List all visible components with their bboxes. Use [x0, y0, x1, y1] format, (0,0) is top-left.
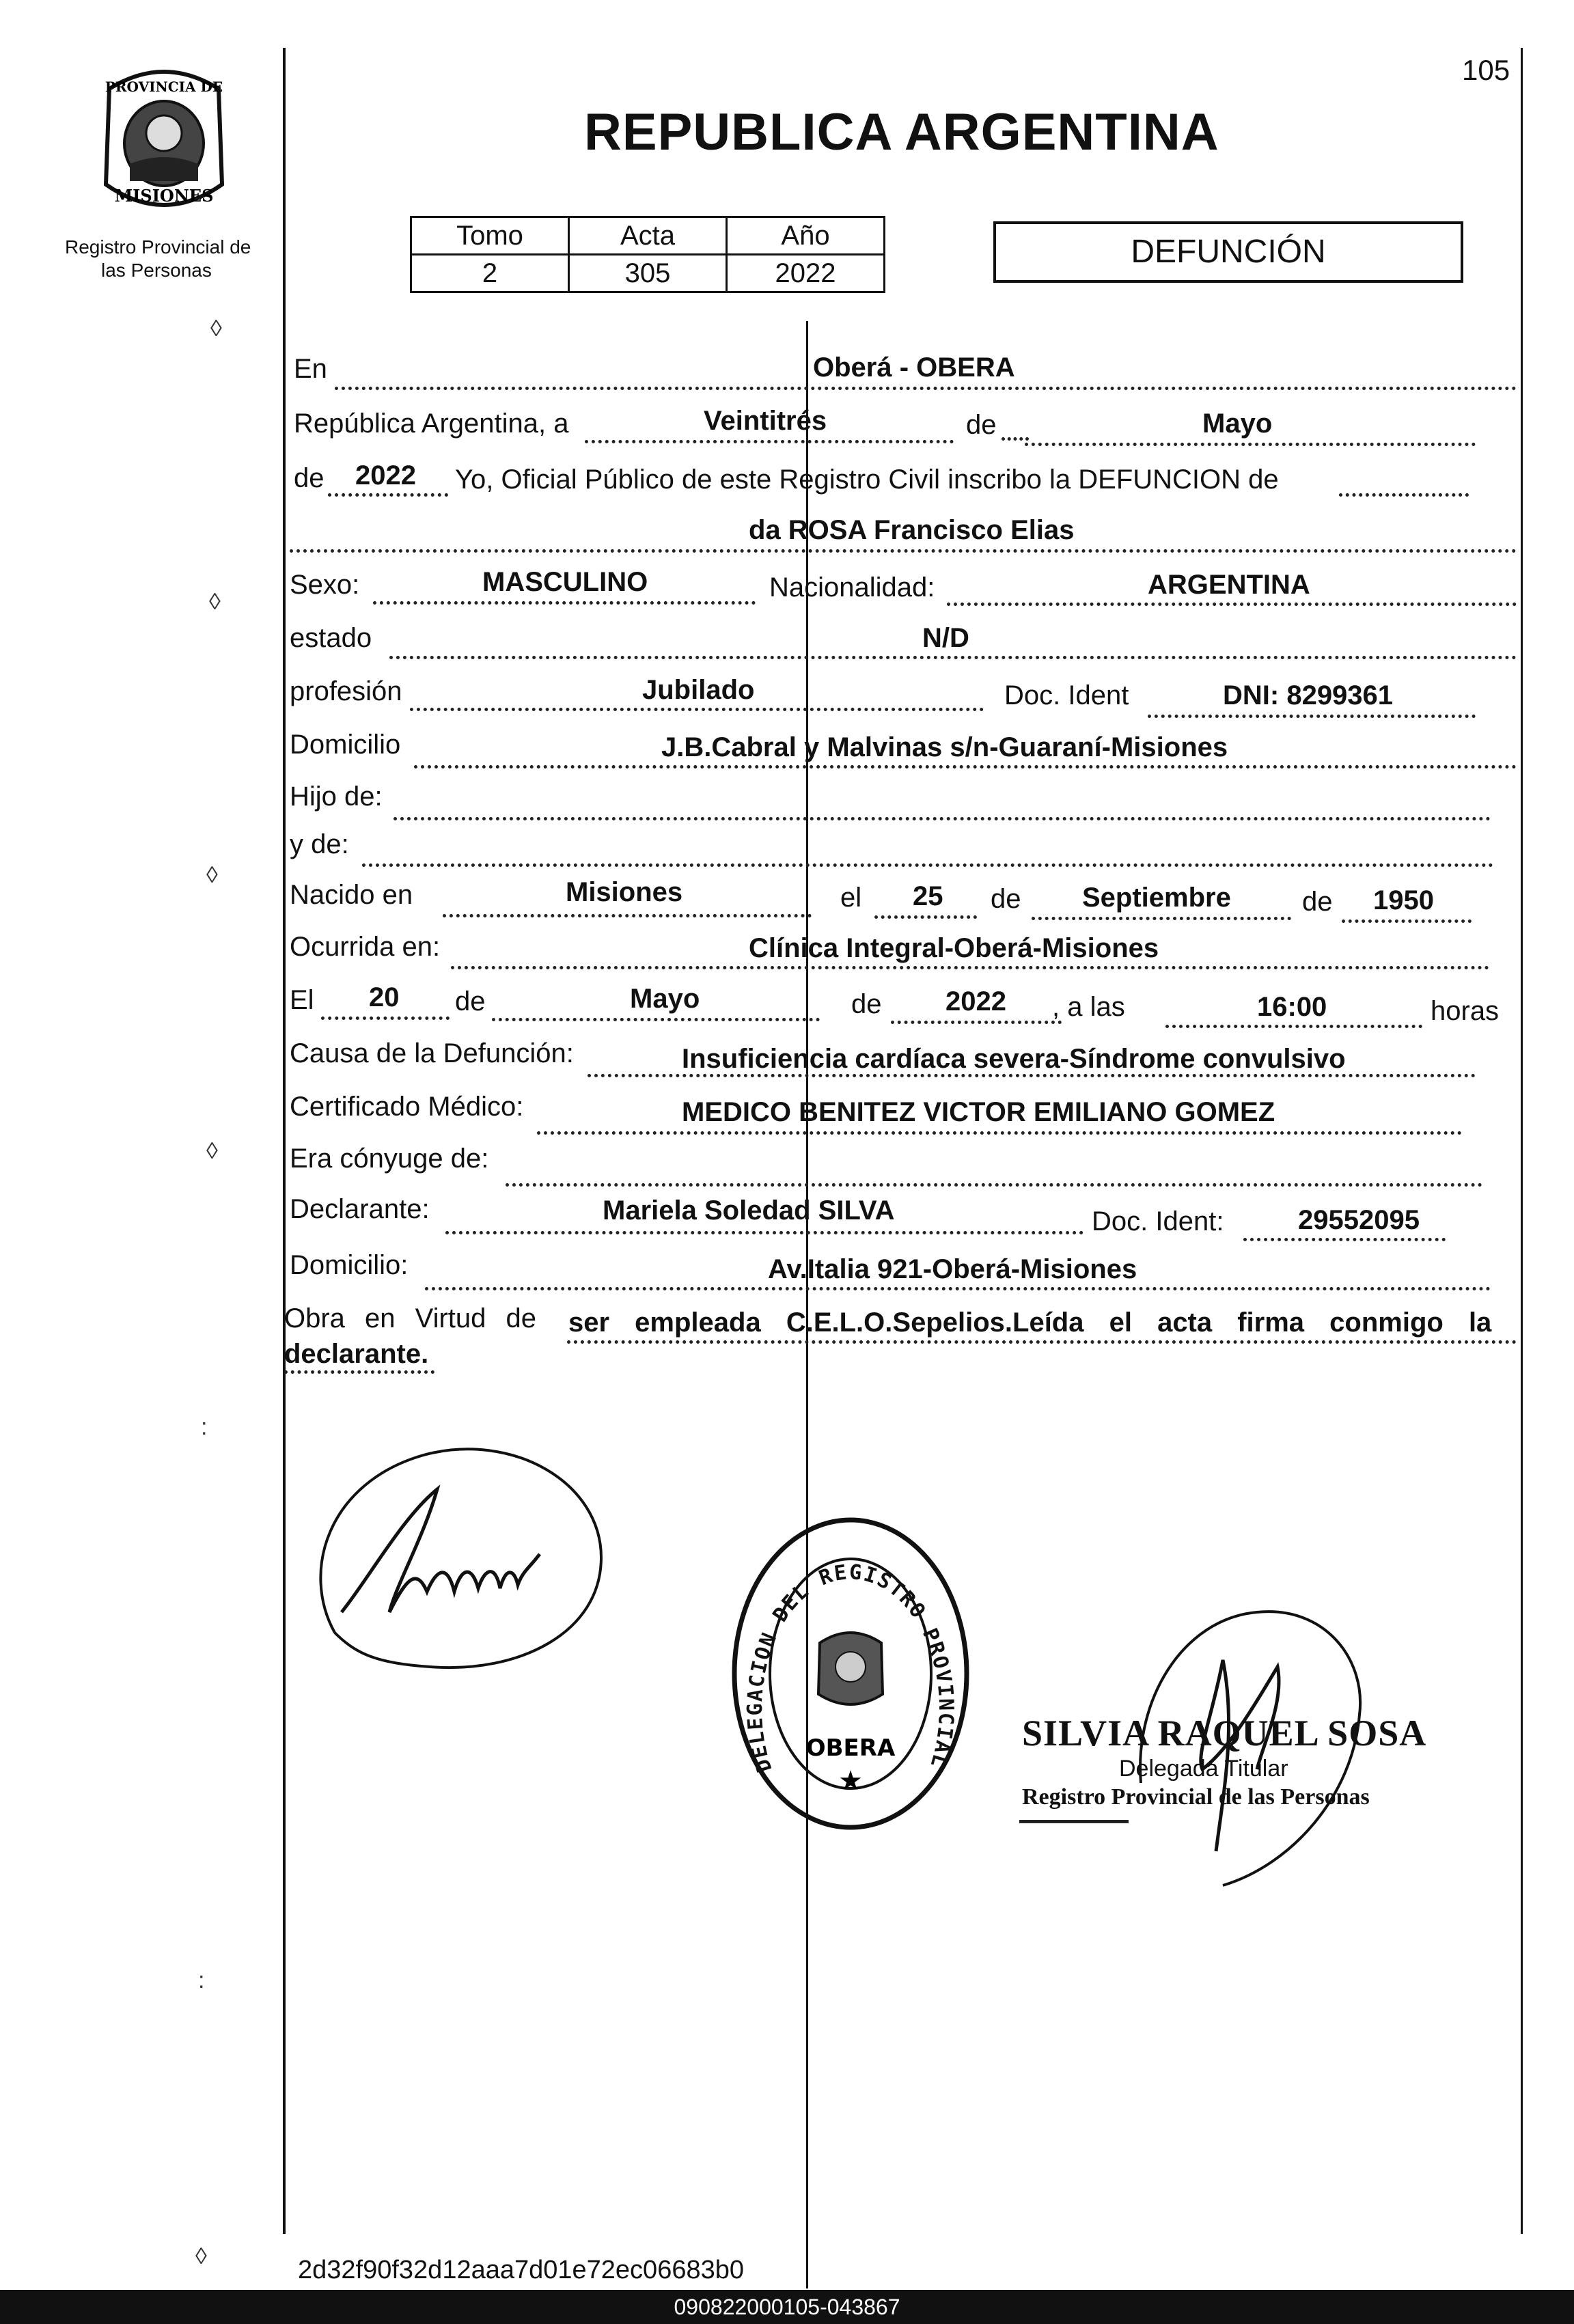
margin-mark: ◊: [195, 2243, 207, 2269]
de2-label: de: [294, 463, 325, 493]
deceased-name-value: da ROSA Francisco Elias: [749, 515, 1075, 545]
domicilio-value: J.B.Cabral y Malvinas s/n-Guaraní-Misiones: [661, 732, 1228, 762]
doc-ident2-value: 29552095: [1298, 1205, 1420, 1235]
death-day-dotted-line: [321, 1016, 450, 1020]
death-day-value: 20: [369, 982, 400, 1012]
y-de-dotted-line: [362, 863, 1493, 867]
nacido-dotted-line: [443, 914, 812, 917]
obra-dotted-line: [567, 1340, 1517, 1344]
death-time-dotted-line: [1165, 1025, 1422, 1028]
obra2-dotted-line: [284, 1370, 434, 1374]
domicilio2-dotted-line: [425, 1287, 1491, 1290]
table-header-tomo: Tomo: [411, 217, 569, 255]
birth-month-value: Septiembre: [1082, 883, 1231, 913]
logo-text-bottom: MISIONES: [114, 186, 214, 206]
causa-dotted-line: [588, 1074, 1476, 1077]
margin-mark: :: [198, 1967, 205, 1993]
ocurrida-dotted-line: [451, 966, 1489, 969]
republica-label: República Argentina, a: [294, 409, 569, 439]
year-dotted-line: [328, 493, 448, 497]
obra-value-continued: declarante.: [284, 1339, 429, 1369]
official-name: SILVIA RAQUEL SOSA: [1022, 1713, 1427, 1754]
nacionalidad-value: ARGENTINA: [1148, 570, 1310, 600]
profesion-dotted-line: [410, 708, 984, 711]
right-margin-rule: [1521, 48, 1523, 2234]
de-label: de: [966, 410, 997, 440]
certificado-dotted-line: [537, 1131, 1462, 1135]
table-header-acta: Acta: [569, 217, 727, 255]
day-word-value: Veintitrés: [704, 406, 827, 436]
en-value: Oberá - OBERA: [813, 352, 1015, 383]
declarant-signature: [287, 1407, 615, 1694]
domicilio2-label: Domicilio:: [290, 1250, 409, 1280]
registry-name-line1: Registro Provincial de: [65, 236, 251, 258]
table-value-ano: 2022: [727, 255, 885, 292]
record-table: [410, 216, 885, 293]
hijo-label: Hijo de:: [290, 781, 383, 812]
death-time-value: 16:00: [1257, 992, 1327, 1022]
declarante-label: Declarante:: [290, 1194, 430, 1224]
declarante-dotted-line: [445, 1231, 1083, 1234]
record-type-box: DEFUNCIÓN: [993, 221, 1463, 283]
nacido-label: Nacido en: [290, 880, 413, 910]
estado-dotted-line: [389, 656, 1517, 659]
hijo-dotted-line: [394, 817, 1491, 820]
official-office: Registro Provincial de las Personas: [1022, 1784, 1370, 1810]
ocurrida-label: Ocurrida en:: [290, 932, 441, 962]
death-month-value: Mayo: [630, 984, 700, 1014]
conyuge-dotted-line: [506, 1183, 1482, 1187]
yo-dotted-line: [1339, 493, 1469, 497]
table-header-ano: Año: [727, 217, 885, 255]
document-hash: 2d32f90f32d12aaa7d01e72ec06683b0: [298, 2256, 744, 2284]
barcode-footer: 090822000105-043867: [0, 2290, 1574, 2324]
y-de-label: y de:: [290, 829, 349, 859]
el2-label: El: [290, 985, 314, 1015]
doc-ident2-label: Doc. Ident:: [1092, 1206, 1224, 1236]
domicilio-dotted-line: [414, 765, 1517, 769]
official-stamp: [724, 1510, 977, 1838]
month-value: Mayo: [1202, 409, 1273, 439]
day-dotted-line: [585, 440, 954, 443]
certificado-value: MEDICO BENITEZ VICTOR EMILIANO GOMEZ: [682, 1097, 1275, 1127]
page-title: REPUBLICA ARGENTINA: [584, 103, 1219, 161]
stamp-city: OBERA: [805, 1734, 896, 1762]
yo-text: Yo, Oficial Público de este Registro Civil inscribo la DEFUNCION de: [455, 465, 1279, 495]
margin-mark: ◊: [206, 1138, 218, 1164]
domicilio2-value: Av.Italia 921-Oberá-Misiones: [768, 1254, 1137, 1284]
logo-text-top: PROVINCIA DE: [105, 79, 223, 95]
horas-label: horas: [1431, 996, 1500, 1026]
a-las-label: , a las: [1052, 992, 1125, 1022]
name-dotted-line: [290, 549, 1517, 553]
doc-ident-dotted-line: [1148, 715, 1476, 718]
declarante-value: Mariela Soledad SILVA: [603, 1195, 895, 1226]
ocurrida-value: Clínica Integral-Oberá-Misiones: [749, 933, 1159, 963]
causa-value: Insuficiencia cardíaca severa-Síndrome convulsivo: [682, 1044, 1346, 1074]
stamp-star-icon: ★: [838, 1765, 863, 1797]
sexo-label: Sexo:: [290, 570, 360, 600]
nacionalidad-label: Nacionalidad:: [769, 572, 935, 603]
birth-year-dotted-line: [1342, 919, 1472, 923]
death-year-value: 2022: [945, 986, 1006, 1016]
obra-label: Obra en Virtud de: [284, 1303, 537, 1333]
year-value: 2022: [355, 460, 416, 490]
death-de1-label: de: [455, 986, 486, 1016]
left-margin-rule: [283, 48, 286, 2234]
margin-mark: ◊: [206, 862, 218, 888]
birth-month-dotted-line: [1032, 917, 1291, 920]
sexo-dotted-line: [373, 601, 756, 605]
doc-ident-label: Doc. Ident: [1004, 680, 1129, 710]
nacionalidad-dotted-line: [947, 603, 1517, 606]
estado-label: estado: [290, 623, 372, 653]
scan-fold-line: [806, 321, 808, 2288]
table-value-tomo: 2: [411, 255, 569, 292]
domicilio-label: Domicilio: [290, 730, 401, 760]
death-year-dotted-line: [891, 1021, 1062, 1024]
conyuge-label: Era cónyuge de:: [290, 1144, 489, 1174]
en-dotted-line: [335, 387, 1517, 390]
registry-name-line2: las Personas: [101, 260, 212, 281]
birth-de1-label: de: [991, 884, 1021, 914]
estado-value: N/D: [922, 623, 969, 653]
month-dotted-line: [1025, 443, 1476, 446]
en-label: En: [294, 354, 327, 384]
table-value-acta: 305: [569, 255, 727, 292]
el-label: el: [840, 883, 862, 913]
profesion-value: Jubilado: [642, 675, 755, 705]
death-de2-label: de: [851, 989, 882, 1019]
sexo-value: MASCULINO: [482, 567, 648, 597]
causa-label: Causa de la Defunción:: [290, 1038, 574, 1068]
birth-day-dotted-line: [874, 915, 977, 919]
birth-de2-label: de: [1302, 887, 1333, 917]
margin-mark: ◊: [209, 589, 221, 615]
nacido-value: Misiones: [566, 877, 683, 907]
official-title: Delegada Titular: [1119, 1756, 1288, 1782]
obra-value: ser empleada C.E.L.O.Sepelios.Leída el acta firma conmigo la: [568, 1308, 1492, 1338]
margin-mark: :: [201, 1414, 208, 1440]
stamp-ring-text: DELEGACION DEL REGISTRO PROVINCIAL: [743, 1560, 958, 1775]
certificado-label: Certificado Médico:: [290, 1092, 524, 1122]
death-month-dotted-line: [492, 1018, 820, 1021]
de-small-dots: [1002, 437, 1029, 441]
doc-ident-value: DNI: 8299361: [1223, 680, 1394, 710]
margin-mark: ◊: [210, 316, 222, 342]
official-underline: [1019, 1820, 1129, 1823]
birth-day-value: 25: [913, 881, 943, 911]
birth-year-value: 1950: [1373, 885, 1434, 915]
page-number: 105: [1462, 54, 1510, 86]
profesion-label: profesión: [290, 676, 402, 706]
province-logo: [89, 61, 239, 219]
doc-ident2-dotted-line: [1243, 1238, 1446, 1241]
